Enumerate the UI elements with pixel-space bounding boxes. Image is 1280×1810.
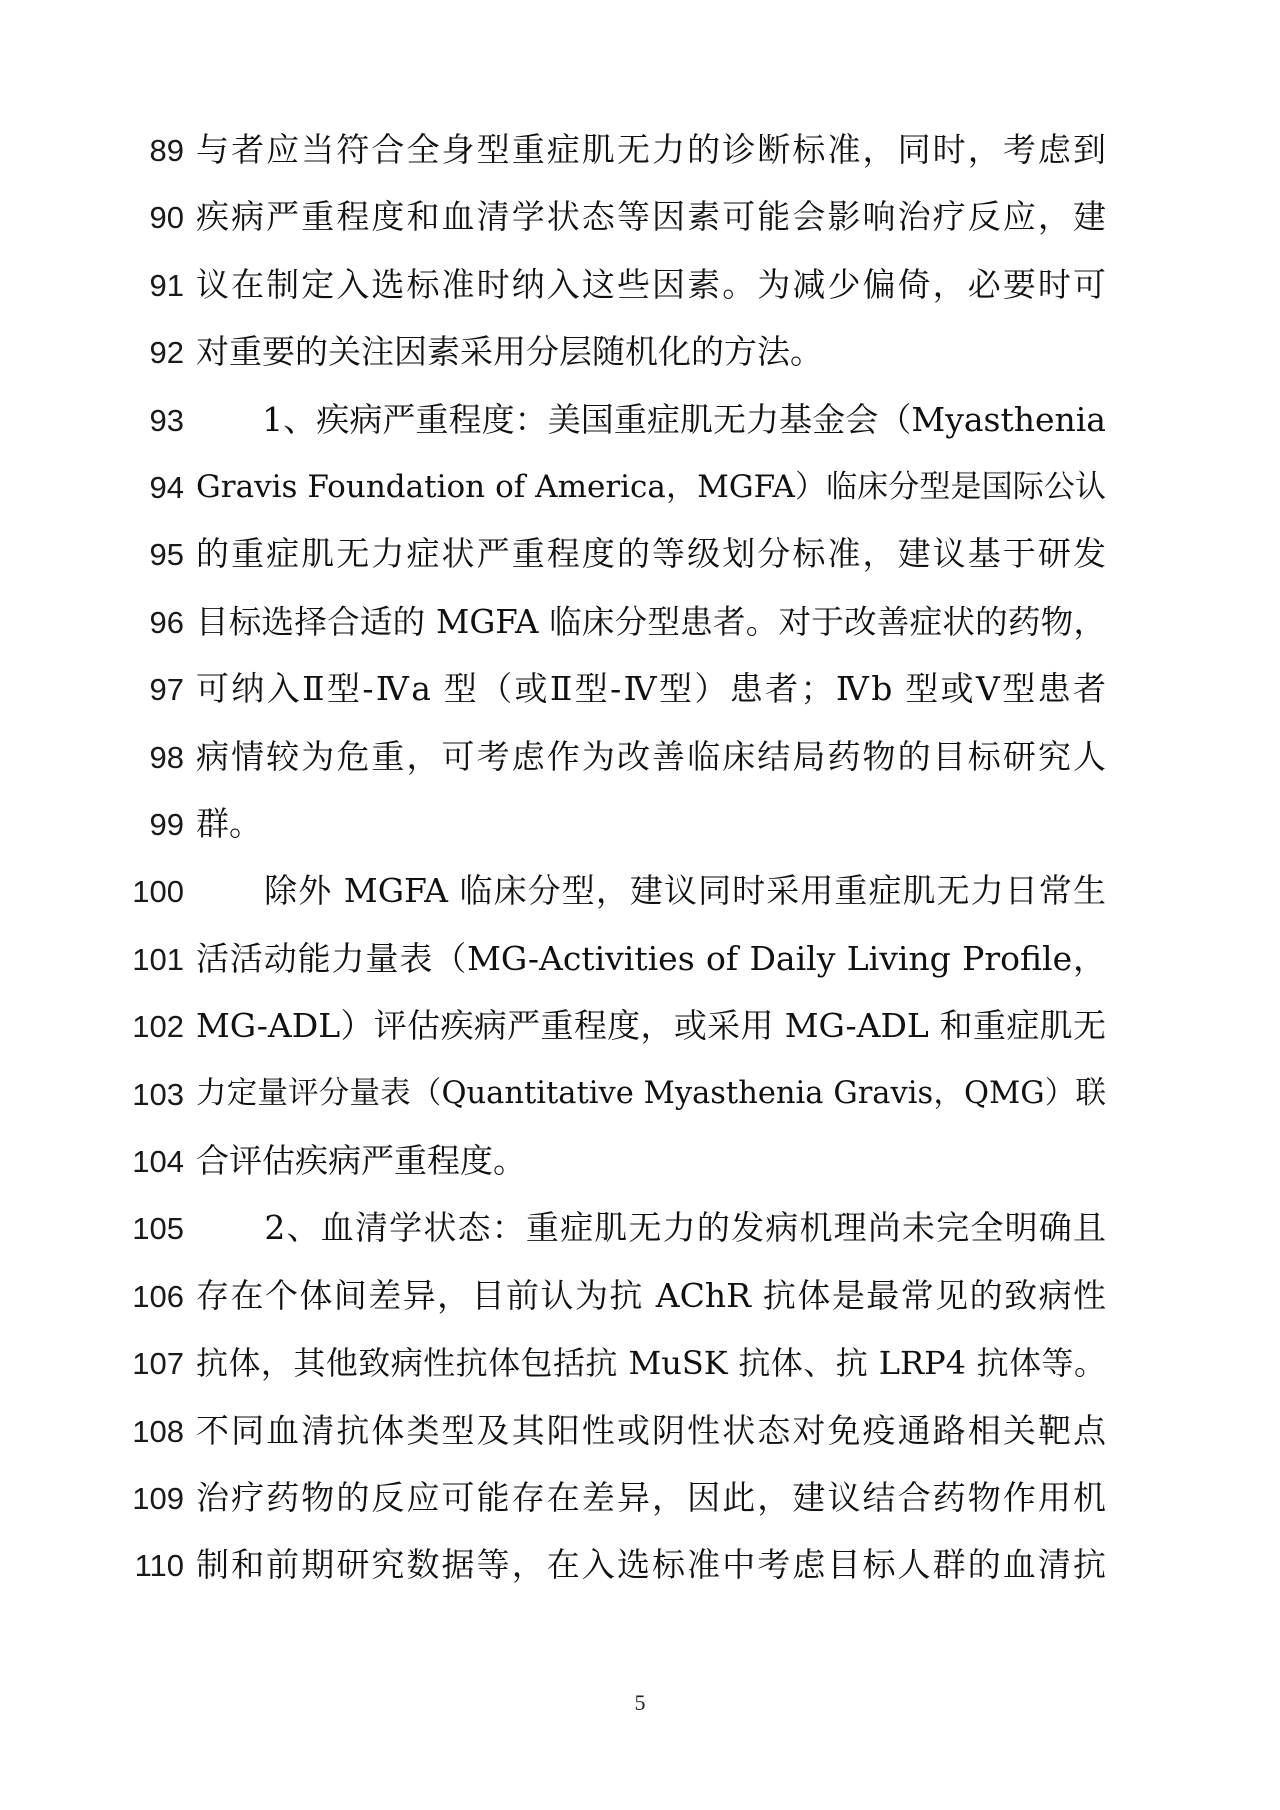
line-text: 活活动能力量表（MG-Activities of Daily Living Profile， — [196, 938, 1106, 978]
text-line — [0, 727, 1280, 794]
line-text: 合评估疾病严重程度。 — [196, 1141, 526, 1180]
line-number: 94 — [149, 470, 184, 505]
line-number: 90 — [149, 200, 184, 236]
line-text: 议在制定入选标准时纳入这些因素。为减少偏倚，必要时可 — [196, 264, 1106, 304]
text-line — [0, 659, 1280, 726]
line-text: 目标选择合适的 MGFA 临床分型患者。对于改善症状的药物， — [196, 602, 1106, 641]
text-line — [0, 1468, 1280, 1535]
line-number: 101 — [132, 941, 184, 977]
line-text: 2、血清学状态：重症肌无力的发病机理尚未完全明确且 — [196, 1208, 1106, 1248]
line-text: 存在个体间差异，目前认为抗 AChR 抗体是最常见的致病性 — [196, 1275, 1106, 1315]
line-text: 不同血清抗体类型及其阳性或阴性状态对免疫通路相关靶点 — [196, 1410, 1106, 1450]
line-text: 群。 — [196, 804, 262, 843]
line-text: 除外 MGFA 临床分型，建议同时采用重症肌无力日常生 — [196, 871, 1106, 911]
line-text: 对重要的关注因素采用分层随机化的方法。 — [196, 332, 823, 372]
text-line — [0, 929, 1280, 996]
line-number: 96 — [149, 604, 184, 640]
line-number: 98 — [149, 739, 184, 775]
line-text: 治疗药物的反应可能存在差异，因此，建议结合药物作用机 — [196, 1478, 1106, 1517]
text-line — [0, 996, 1280, 1063]
text-line — [0, 255, 1280, 322]
line-number: 95 — [149, 537, 184, 573]
text-line — [0, 1198, 1280, 1265]
line-number: 109 — [132, 1481, 184, 1516]
line-number: 110 — [134, 1548, 184, 1584]
text-line — [0, 861, 1280, 928]
line-number: 107 — [132, 1346, 184, 1382]
line-text: 病情较为危重，可考虑作为改善临床结局药物的目标研究人 — [196, 736, 1106, 776]
line-text: 1、疾病严重程度：美国重症肌无力基金会（Myasthenia — [196, 399, 1106, 439]
text-line — [0, 187, 1280, 254]
text-line — [0, 1401, 1280, 1468]
text-line — [0, 524, 1280, 591]
line-number: 93 — [149, 402, 184, 438]
line-number: 89 — [149, 133, 184, 168]
line-number: 92 — [149, 335, 184, 371]
line-number: 104 — [132, 1144, 184, 1179]
text-line — [0, 322, 1280, 389]
line-number: 103 — [132, 1076, 184, 1112]
text-line — [0, 794, 1280, 861]
line-number: 99 — [149, 807, 184, 842]
text-line — [0, 1333, 1280, 1400]
text-line — [0, 592, 1280, 659]
text-line — [0, 120, 1280, 187]
line-text: 的重症肌无力症状严重程度的等级划分标准，建议基于研发 — [196, 534, 1106, 574]
line-number: 91 — [149, 267, 184, 303]
text-line — [0, 1535, 1280, 1602]
page-number: 5 — [634, 1690, 646, 1715]
text-line — [0, 390, 1280, 457]
text-line — [0, 1064, 1280, 1131]
line-number: 100 — [132, 874, 184, 910]
line-text: Gravis Foundation of America，MGFA）临床分型是国际公认 — [196, 469, 1106, 505]
line-text: 疾病严重程度和血清学状态等因素可能会影响治疗反应，建 — [196, 197, 1106, 237]
line-text: 力定量评分量表（Quantitative Myasthenia Gravis，QMG）联 — [196, 1075, 1106, 1111]
line-text: 可纳入Ⅱ型-Ⅳa 型（或Ⅱ型-Ⅳ型）患者；Ⅳb 型或Ⅴ型患者 — [196, 669, 1106, 709]
text-line — [0, 1266, 1280, 1333]
line-number: 108 — [132, 1413, 184, 1449]
text-line — [0, 457, 1280, 524]
text-line — [0, 1131, 1280, 1198]
line-text: 抗体，其他致病性抗体包括抗 MuSK 抗体、抗 LRP4 抗体等。 — [196, 1344, 1106, 1383]
line-number: 97 — [149, 672, 184, 708]
line-text: MG-ADL）评估疾病严重程度，或采用 MG-ADL 和重症肌无 — [196, 1006, 1106, 1046]
line-number: 105 — [132, 1211, 184, 1247]
line-text: 制和前期研究数据等，在入选标准中考虑目标人群的血清抗 — [196, 1545, 1106, 1585]
line-number: 106 — [132, 1278, 184, 1314]
line-number: 102 — [132, 1009, 184, 1045]
line-text: 与者应当符合全身型重症肌无力的诊断标准，同时，考虑到 — [196, 130, 1106, 169]
